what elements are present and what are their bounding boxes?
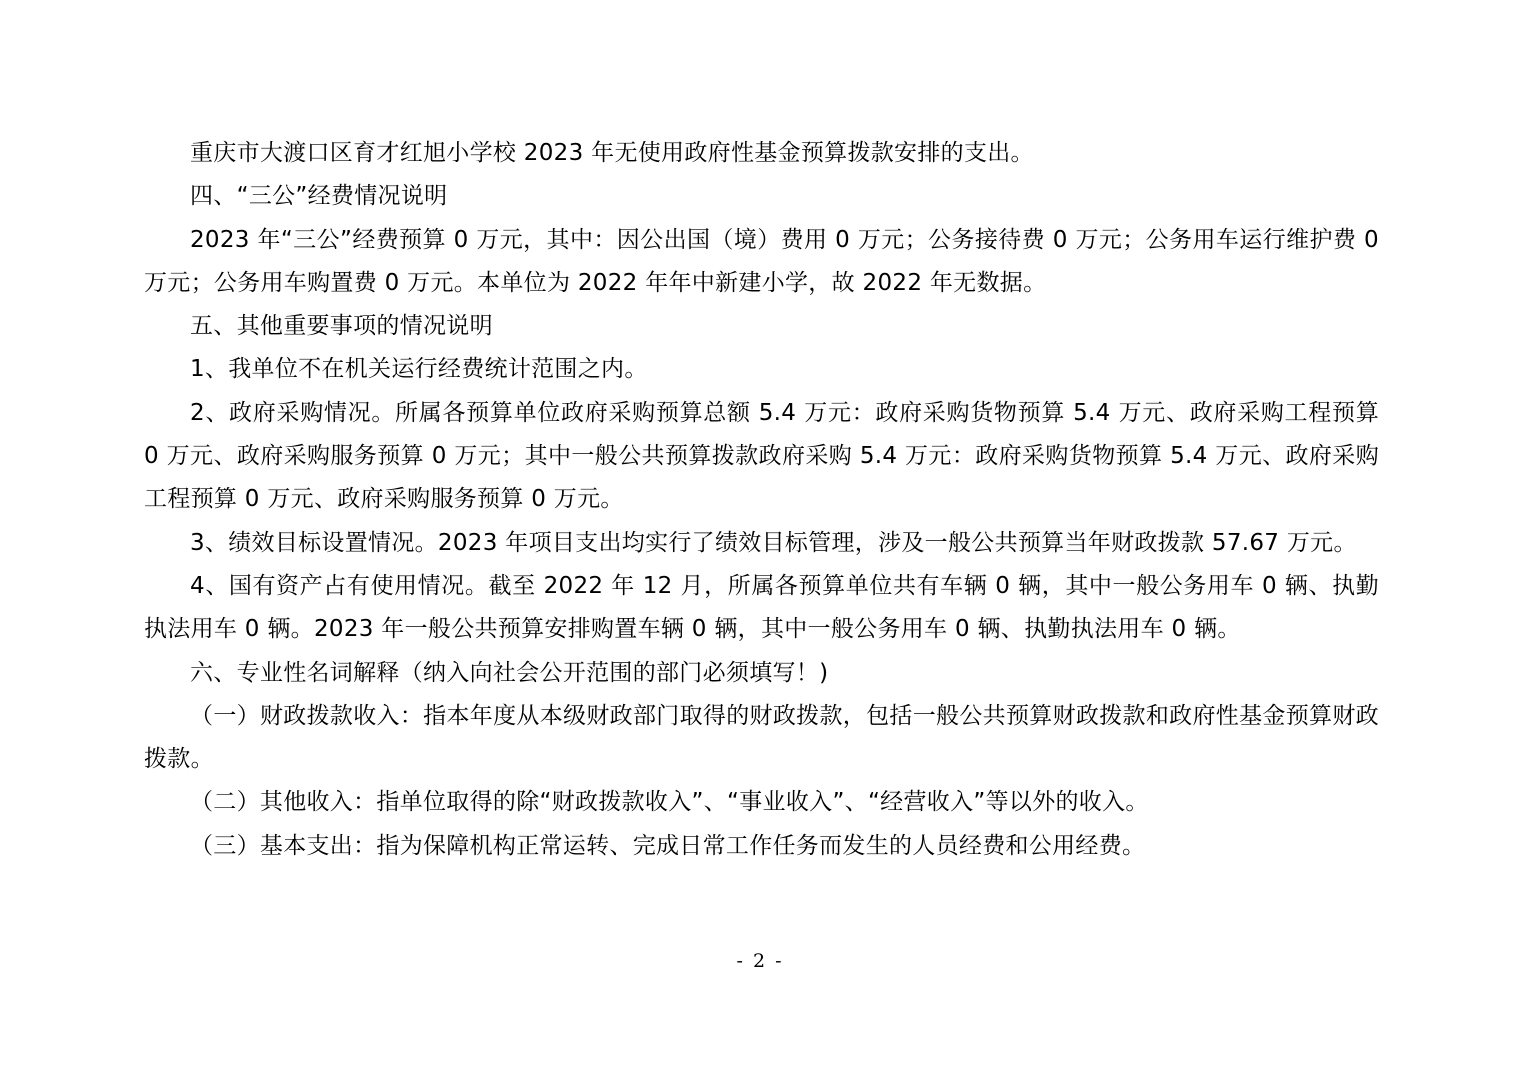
paragraph-term-other-income: （二）其他收入：指单位取得的除“财政拨款收入”、“事业收入”、“经营收入”等以外的收入。 [190, 789, 1149, 816]
paragraph-performance-targets: 3、绩效目标设置情况。2023 年项目支出均实行了绩效目标管理，涉及一般公共预算当年财政拨款 57.67 万元。 [190, 529, 1357, 556]
paragraph-government-fund-expenditure: 重庆市大渡口区育才红旭小学校 2023 年无使用政府性基金预算拨款安排的支出。 [190, 140, 1034, 166]
paragraph-state-assets: 4、国有资产占有使用情况。截至 2022 年 12 月，所属各预算单位共有车辆 0 辆，其中一般公务用车 0 辆、执勤执法用车 0 辆。2023 年一般公共预算安排购置车辆 0 辆，其中一般公务用车 0 辆、执勤执法用车 0 辆。 [144, 572, 1379, 643]
section-heading-terminology: 六、专业性名词解释（纳入向社会公开范围的部门必须填写！) [190, 659, 829, 686]
section-heading-other-matters: 五、其他重要事项的情况说明 [190, 313, 493, 340]
section-heading-three-public-expenses: 四、“三公”经费情况说明 [190, 183, 448, 210]
document-body [144, 132, 1379, 868]
page-number: - 2 - [736, 950, 784, 972]
paragraph-term-fiscal-appropriation-income: （一）财政拨款收入：指本年度从本级财政部门取得的财政拨款，包括一般公共预算财政拨款和政府性基金预算财政拨款。 [144, 702, 1379, 773]
paragraph-operating-expenses-scope: 1、我单位不在机关运行经费统计范围之内。 [190, 356, 648, 383]
paragraph-three-public-expenses-budget: 2023 年“三公”经费预算 0 万元，其中：因公出国（境）费用 0 万元；公务接待费 0 万元；公务用车运行维护费 0 万元；公务用车购置费 0 万元。本单位为 2022 年年中新建小学，故 2022 年无数据。 [144, 226, 1379, 296]
paragraph-term-basic-expenditure: （三）基本支出：指为保障机构正常运转、完成日常工作任务而发生的人员经费和公用经费。 [190, 832, 1146, 859]
paragraph-government-procurement: 2、政府采购情况。所属各预算单位政府采购预算总额 5.4 万元：政府采购货物预算 5.4 万元、政府采购工程预算 0 万元、政府采购服务预算 0 万元；其中一般公共预算拨款政府采购 5.4 万元：政府采购货物预算 5.4 万元、政府采购工程预算 0 万元、政府采购服务预算 0 万元。 [144, 399, 1379, 513]
